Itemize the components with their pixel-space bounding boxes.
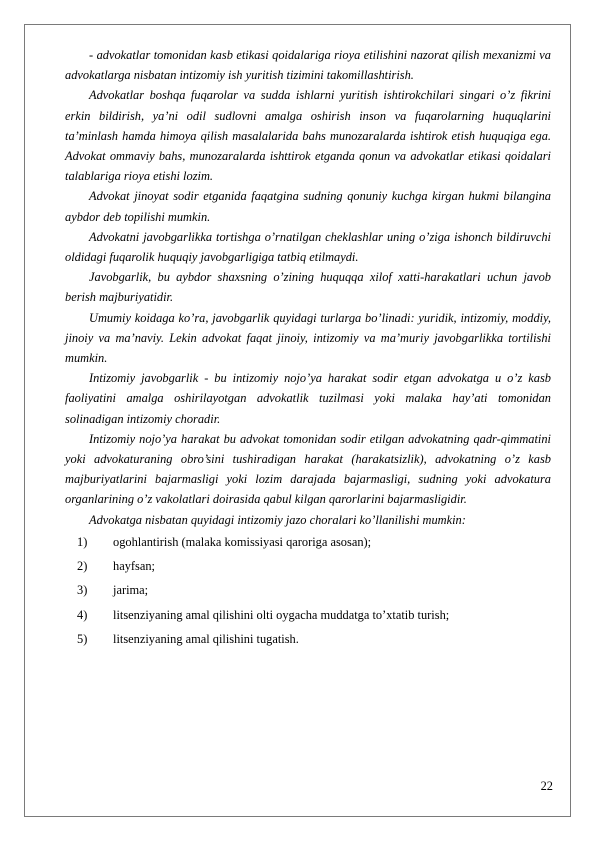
list-number: 4) [77,607,88,622]
list-item [65,603,551,627]
paragraph-6: Umumiy koidaga ko’ra, javobgarlik quyidagi turlarga bo’linadi: yuridik, intizomiy, moddiy, jinoiy va ma’naviy. Lekin advokat faqat jinoiy, intizomiy va ma’muriy javobgarlikka tortilishi mumkin. [65,310,551,366]
paragraph-8: Intizomiy nojo’ya harakat bu advokat tomonidan sodir etilgan advokatning qadr-qimmatini yoki advokaturaning obro’sini tushiradigan harakat (harakatsizlik), advokatning o’z kasb majburiyatlarini bajarmasligi yoki lozim darajada bajarmasligi, sudning yoki advokatura organlarining o’z vakolatlari doirasida qabul kilgan qarorlarini bajarmasligidir. [65,431,551,507]
list-number: 1) [77,534,88,549]
paragraph-4: Advokatni javobgarlikka tortishga o’rnatilgan cheklashlar uning o’ziga ishonch bildiruvchi oldidagi fuqarolik huquqiy javobgarligiga tatbiq etilmaydi. [65,229,551,265]
list-number: 5) [77,632,88,647]
list-text: ogohlantirish (malaka komissiyasi qaroriga asosan); [113,534,372,549]
page-number: 22 [540,779,553,793]
list-item [65,627,551,651]
paragraph-7: Intizomiy javobgarlik - bu intizomiy nojo’ya harakat sodir etgan advokatga u o’z kasb faoliyatini amalga oshirilayotgan advokatlik tuzilmasi yoki malaka hay’ati tomonidan solinadigan intizomiy choradir. [65,371,551,426]
paragraph-3: Advokat jinoyat sodir etganida faqatgina sudning qonuniy kuchga kirgan hukmi bilangina aybdor deb topilishi mumkin. [65,189,551,224]
penalty-list [65,530,551,651]
list-item [65,554,551,578]
list-text: litsenziyaning amal qilishini olti oygacha muddatga to’xtatib turish; [113,607,450,622]
list-number: 3) [77,583,88,598]
list-number: 2) [77,559,88,574]
list-text: jarima; [113,583,149,598]
page-content [65,45,551,651]
paragraph-1: - advokatlar tomonidan kasb etikasi qoidalariga rioya etilishini nazorat qilish mexanizmi va advokatlarga nisbatan intizomiy ish yuritish tizimini takomillashtirish. [65,48,551,83]
list-item [65,578,551,602]
paragraph-2: Advokatlar boshqa fuqarolar va sudda ishlarni yuritish ishtirokchilari singari o’z fikrini erkin bildirish, ya’ni odil sudlovni amalga oshirish inson va fuqarolarning huquqlarini ta’minlash hamda himoya qilish masalalarida bahs munozaralarda ishtirok etish huquqiga ega. Advokat ommaviy bahs, munozaralarda ishttirok etganda qonun va advokatlar etikasi qoidalari talablariga rioya etishi lozim. [65,88,551,184]
list-text: litsenziyaning amal qilishini tugatish. [113,632,299,647]
paragraph-9: Advokatga nisbatan quyidagi intizomiy jazo choralari ko’llanilishi mumkin: [89,512,466,527]
list-text: hayfsan; [113,559,155,574]
list-item [65,530,551,554]
paragraph-5: Javobgarlik, bu aybdor shaxsning o’zining huquqqa xilof xatti-harakatlari uchun javob berish majburiyatidir. [65,270,551,305]
